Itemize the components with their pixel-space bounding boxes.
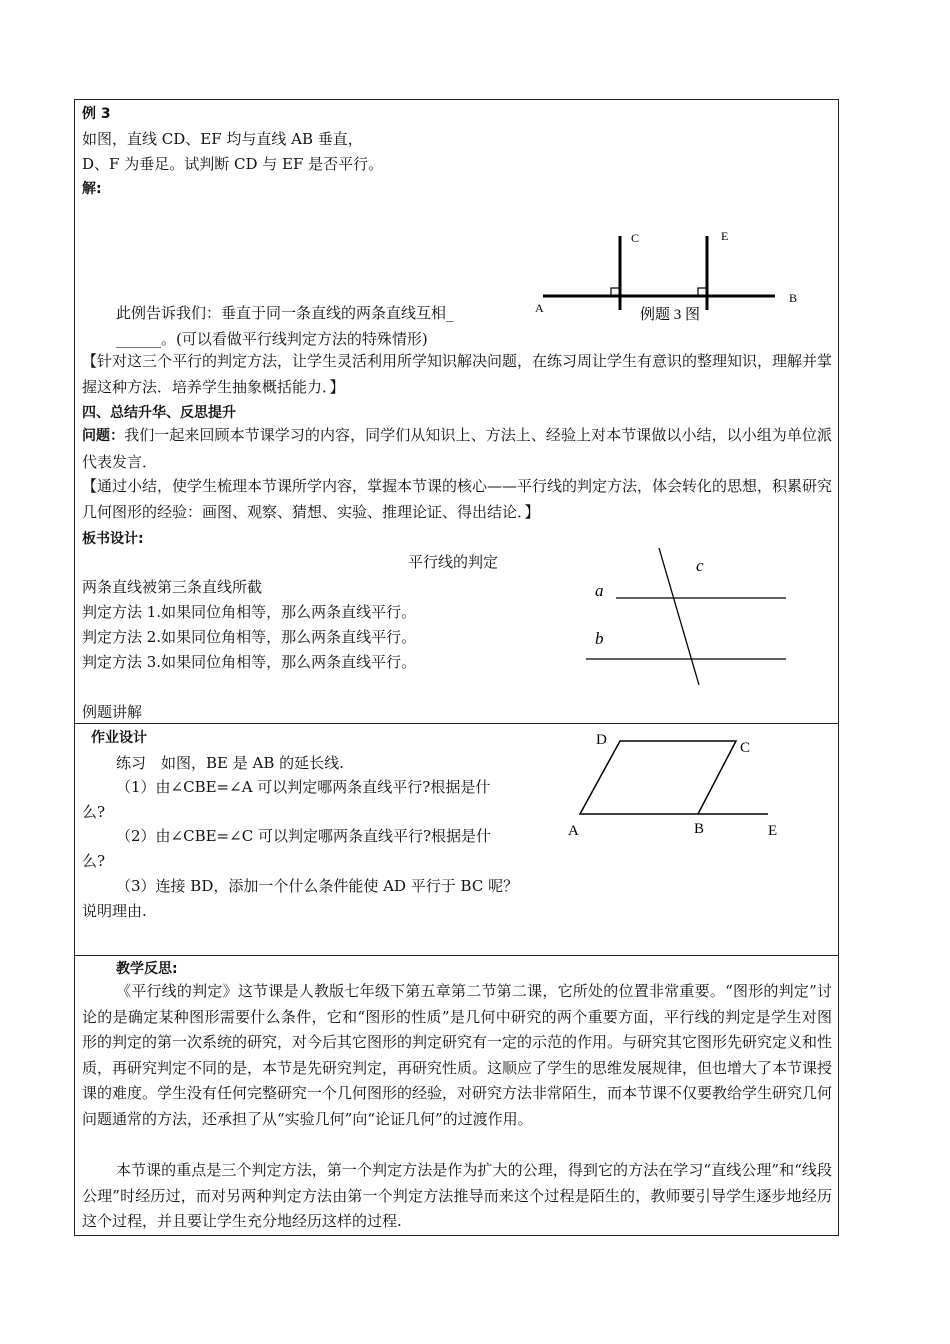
question-text: 我们一起来回顾本节课学习的内容，同学们从知识上、方法上、经验上对本节课做以小结，以小组为单位派代表发言． [82,426,832,471]
example-title: 例 3 [82,106,111,122]
homework-q1-line1: （1）由∠CBE=∠A 可以判定哪两条直线平行?根据是什 [116,778,491,796]
homework-figure [560,728,790,843]
fig-caption: 例题 3 图 [640,307,701,323]
board-figure [580,540,800,690]
question-label: 问题： [82,428,125,444]
question-paragraph [82,423,832,475]
board-method-3: 判定方法 3.如果同位角相等，那么两条直线平行。 [82,653,417,671]
parallelogram-abcd [580,741,736,814]
example-conclusion-line1: 此例告诉我们：垂直于同一条直线的两条直线互相_ [116,304,454,322]
example-conclusion-line2: ______。(可以看做平行线判定方法的特殊情形) [116,330,428,348]
fig-label-b: B [789,291,798,305]
solution-label: 解: [82,181,102,197]
homework-label: 作业设计 [91,730,147,746]
homework-q3-line2: 说明理由. [82,902,147,920]
homework-q2-line2: 么? [82,852,106,870]
example-text-line1: 如图，直线 CD、EF 均与直线 AB 垂直， [82,130,363,148]
fig-label-a: A [535,301,544,315]
teaching-note-2: 【通过小结，使学生梳理本节课所学内容，掌握本节课的核心——平行线的判定方法，体会转化的思想，积累研究几何图形的经验：画图、观察、猜想、实验、推理论证、得出结论．】 [82,477,833,521]
line-c [659,548,699,685]
example-text-line2: D、F 为垂足。试判断 CD 与 EF 是否平行。 [82,155,384,173]
board-examples: 例题讲解 [82,703,143,721]
row-divider-homework [74,723,839,724]
reflection-label: 教学反思: [116,961,178,977]
section-heading: 四、总结升华、反思提升 [82,405,236,421]
board-label: 板书设计: [82,531,144,547]
label-d: D [596,732,607,748]
label-b-point: B [694,821,705,837]
board-title: 平行线的判定 [408,553,499,571]
homework-q3-line1: （3）连接 BD，添加一个什么条件能使 AD 平行于 BC 呢？ [116,877,519,895]
homework-practice: 练习 如图，BE 是 AB 的延长线. [116,754,344,772]
fig-label-c: C [631,231,640,245]
label-a: a [595,581,604,600]
board-line1: 两条直线被第三条直线所截 [82,578,263,596]
homework-q1-line2: 么? [82,803,106,821]
row-divider-reflection [74,955,839,956]
reflection-paragraph-1: 《平行线的判定》这节课是人教版七年级下第五章第二节第二课，它所处的位置非常重要。“图形的判定”讨论的是确定某种图形需要什么条件，它和“图形的性质”是几何中研究的两个重要方面，平行线的判定是学生对图形的判定的第一次系统的研究，对今后其它图形的判定研究有一定的示范的作用。与研究其它图形先研究定义和性质，再研究判定不同的是，本节是先研究判定，再研究性质。这顺应了学生的思维发展规律，但也增大了本节课授课的难度。学生没有任何完整研究一个几何图形的经验，对研究方法非常陌生，而本节课不仅要教给学生研究几何问题通常的方法，还承担了从“实验几何”向“论证几何”的过渡作用。 [82,982,833,1128]
example3-figure [525,222,815,332]
label-a-point: A [568,823,579,839]
label-b: b [595,629,604,648]
label-c: c [696,556,704,575]
teaching-note-1: 【针对这三个平行的判定方法，让学生灵活利用所学知识解决问题，在练习周让学生有意识的整理知识，理解并掌握这种方法．培养学生抽象概括能力．】 [82,352,833,396]
label-c-point: C [740,740,751,756]
reflection-paragraph-2: 本节课的重点是三个判定方法，第一个判定方法是作为扩大的公理，得到它的方法在学习“直线公理”和“线段公理”时经历过，而对另两种判定方法由第一个判定方法推导而来这个过程是陌生的，教师要引导学生逐步地经历这个过程，并且要让学生充分地经历这样的过程. [82,1161,832,1230]
board-method-2: 判定方法 2.如果同位角相等，那么两条直线平行。 [82,628,417,646]
homework-q2-line1: （2）由∠CBE=∠C 可以判定哪两条直线平行?根据是什 [116,827,491,845]
board-method-1: 判定方法 1.如果同位角相等，那么两条直线平行。 [82,603,417,621]
label-e: E [768,823,778,839]
fig-label-e: E [721,229,729,243]
